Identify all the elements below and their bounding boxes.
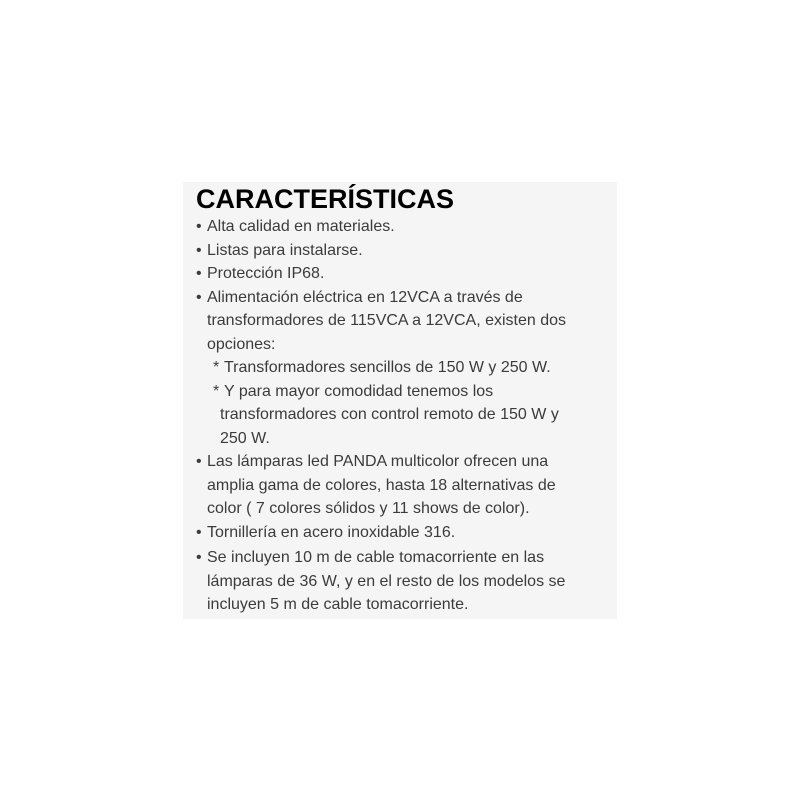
asterisk-marker-icon: * — [213, 382, 220, 400]
text-line: 250 W. — [220, 429, 270, 447]
bullet-item — [196, 239, 607, 263]
bullet-item — [196, 215, 607, 239]
text-line: Transformadores sencillos de 150 W y 250 W. — [224, 359, 551, 376]
bullet-item — [196, 546, 607, 617]
text-line: Alta calidad en materiales. — [207, 218, 395, 235]
bullet-marker-icon: • — [196, 265, 202, 282]
section-title: CARACTERÍSTICAS — [196, 184, 455, 214]
sub-item — [207, 356, 607, 380]
text-line: Alimentación eléctrica en 12VCA a través de — [207, 288, 523, 306]
text-line: Se incluyen 10 m de cable tomacorriente en las — [207, 549, 545, 566]
bullet-marker-icon: • — [196, 523, 202, 541]
bullet-item — [196, 521, 607, 545]
bullet-marker-icon: • — [196, 288, 202, 306]
text-line: color ( 7 colores sólidos y 11 shows de color). — [207, 500, 530, 517]
content-panel — [183, 182, 617, 619]
text-line: lámparas de 36 W, y en el resto de los modelos se — [207, 572, 566, 590]
bullet-item — [196, 262, 607, 286]
bullet-item — [196, 286, 607, 451]
bullet-marker-icon: • — [196, 218, 202, 235]
text-line: transformadores con control remoto de 150 W y — [220, 406, 559, 423]
text-line: transformadores de 115VCA a 12VCA, existen dos — [207, 312, 567, 329]
text-line: Listas para instalarse. — [207, 241, 363, 259]
text-line: incluyen 5 m de cable tomacorriente. — [207, 596, 469, 613]
text-line: Tornillería en acero inoxidable 316. — [207, 523, 456, 541]
bullet-marker-icon: • — [196, 241, 202, 259]
text-line: Protección IP68. — [207, 265, 325, 282]
asterisk-marker-icon: * — [213, 359, 220, 376]
text-line: amplia gama de colores, hasta 18 alternativas de — [207, 476, 556, 494]
text-line: Y para mayor comodidad tenemos los — [224, 382, 494, 400]
features-list — [196, 215, 607, 617]
bullet-item — [196, 450, 607, 521]
bullet-marker-icon: • — [196, 453, 202, 470]
text-line: opciones: — [207, 335, 276, 353]
bullet-marker-icon: • — [196, 549, 202, 566]
text-line: Las lámparas led PANDA multicolor ofrecen una — [207, 453, 549, 470]
sub-item — [207, 380, 607, 451]
